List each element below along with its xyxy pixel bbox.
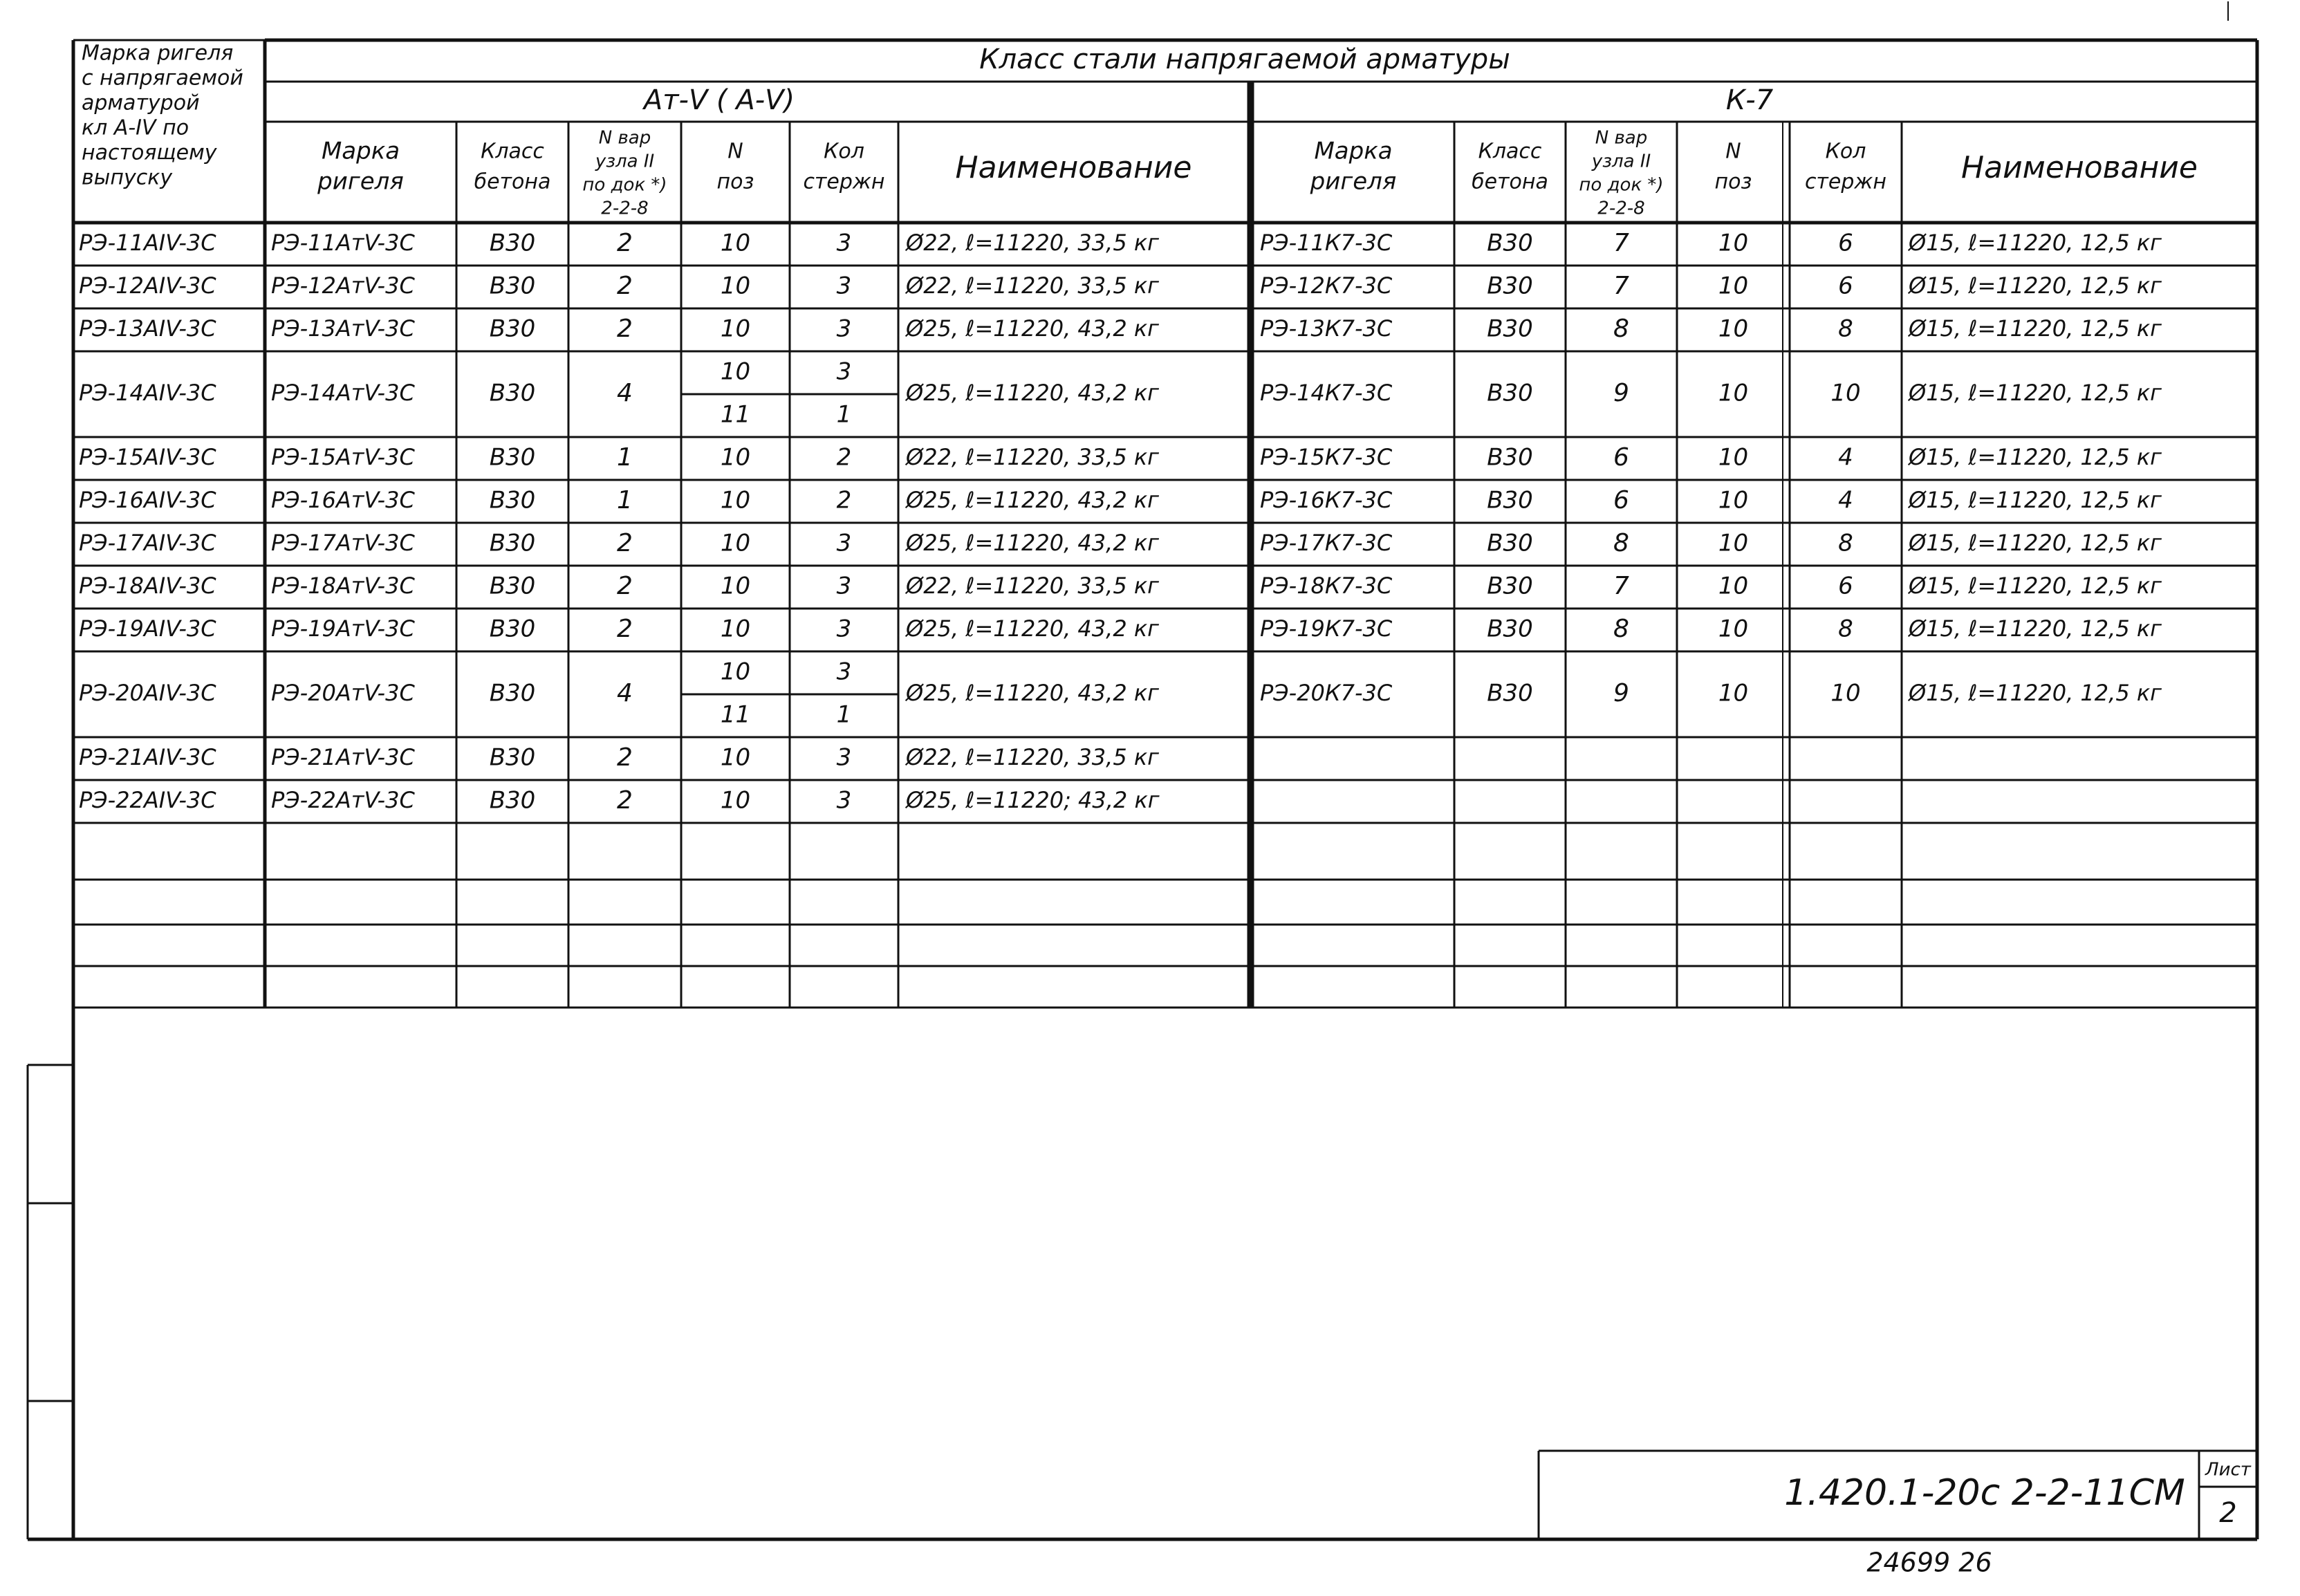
row-right-qty: 6	[1838, 229, 1853, 257]
sub_left-header-var: 2-2-8	[601, 198, 649, 219]
row-left-mark: РЭ-17АтV-3С	[271, 530, 415, 556]
row-left-concrete: В30	[489, 315, 536, 343]
row-left-name: Ø25, ℓ=11220; 43,2 кг	[906, 787, 1160, 813]
row-left-qty: 3	[836, 786, 852, 815]
row-right-var: 8	[1613, 315, 1629, 343]
row-right-qty: 6	[1838, 272, 1853, 300]
row-left-name: Ø22, ℓ=11220, 33,5 кг	[906, 230, 1159, 256]
row-left-pos: 10	[720, 615, 751, 643]
row-left-name: Ø25, ℓ=11220, 43,2 кг	[906, 315, 1159, 342]
row-left-concrete: В30	[489, 572, 536, 600]
row-left-name: Ø22, ℓ=11220, 33,5 кг	[906, 444, 1159, 470]
header-col0-line: с напрягаемой	[82, 66, 243, 91]
row-right-mark: РЭ-12К7-3С	[1260, 272, 1393, 299]
row-left-pos: 10	[720, 443, 751, 472]
row-left-var: 2	[617, 743, 633, 772]
row-left-concrete: В30	[489, 272, 536, 300]
row-right-name: Ø15, ℓ=11220, 12,5 кг	[1909, 272, 2162, 299]
row-right-mark: РЭ-20К7-3С	[1260, 680, 1393, 706]
sub_left-header-concrete: бетона	[474, 169, 551, 194]
sub_right-header-qty: стержн	[1804, 169, 1887, 194]
row-left-qty: 3	[836, 658, 852, 686]
row-left-qty: 2	[836, 443, 852, 472]
row-right-qty: 4	[1838, 443, 1853, 472]
row-col0: РЭ-21АIV-3С	[79, 744, 216, 770]
row-left-name: Ø25, ℓ=11220, 43,2 кг	[906, 530, 1159, 556]
row-left-qty: 3	[836, 572, 852, 600]
row-left-mark: РЭ-21АтV-3С	[271, 744, 415, 770]
row-right-mark: РЭ-14К7-3С	[1260, 380, 1393, 406]
row-right-var: 9	[1613, 679, 1629, 707]
row-left-name: Ø25, ℓ=11220, 43,2 кг	[906, 615, 1159, 642]
row-right-name: Ø15, ℓ=11220, 12,5 кг	[1909, 444, 2162, 470]
title-sheet-number: 2	[2219, 1497, 2237, 1529]
row-right-var: 8	[1613, 529, 1629, 557]
row-right-name: Ø15, ℓ=11220, 12,5 кг	[1909, 573, 2162, 599]
row-right-pos: 10	[1718, 272, 1749, 300]
header-col0-line: кл А-IV по	[82, 115, 189, 140]
row-col0: РЭ-11АIV-3С	[79, 230, 216, 256]
row-right-pos: 10	[1718, 529, 1749, 557]
row-left-pos: 10	[720, 272, 751, 300]
row-left-pos: 10	[720, 572, 751, 600]
row-right-mark: РЭ-11К7-3С	[1260, 230, 1393, 256]
row-right-pos: 10	[1718, 315, 1749, 343]
header-col0-line: арматурой	[82, 91, 200, 115]
row-right-name: Ø15, ℓ=11220, 12,5 кг	[1909, 680, 2162, 706]
row-right-mark: РЭ-16К7-3С	[1260, 487, 1393, 513]
row-right-qty: 8	[1838, 529, 1853, 557]
row-left-name: Ø22, ℓ=11220, 33,5 кг	[906, 744, 1159, 770]
row-left-var: 4	[617, 379, 633, 407]
row-right-qty: 6	[1838, 572, 1853, 600]
row-left-qty: 3	[836, 272, 852, 300]
row-left-qty: 3	[836, 315, 852, 343]
row-left-var: 2	[617, 272, 633, 300]
row-col0: РЭ-20АIV-3С	[79, 680, 216, 706]
row-left-var: 4	[617, 679, 633, 707]
row-left-pos: 10	[720, 529, 751, 557]
row-left-var: 2	[617, 786, 633, 815]
sub_left-header-concrete: Класс	[481, 139, 544, 164]
sub_left-header-var: узла II	[595, 151, 655, 172]
row-left-pos: 10	[720, 786, 751, 815]
header-group-right: К-7	[1725, 84, 1774, 116]
row-right-mark: РЭ-19К7-3С	[1260, 615, 1393, 642]
sub_left-header-pos: поз	[716, 169, 754, 194]
header-steel-class: Класс стали напрягаемой арматуры	[979, 44, 1510, 75]
row-left-name: Ø25, ℓ=11220, 43,2 кг	[906, 680, 1159, 706]
row-right-mark: РЭ-17К7-3С	[1260, 530, 1393, 556]
row-left-concrete: В30	[489, 743, 536, 772]
title-doc-code: 1.420.1-20с 2-2-11СМ	[1784, 1472, 2185, 1514]
sub_left-header-qty: Кол	[824, 139, 864, 164]
sub_right-header-var: по док *)	[1579, 174, 1664, 196]
row-right-qty: 10	[1830, 679, 1861, 707]
row-right-name: Ø15, ℓ=11220, 12,5 кг	[1909, 530, 2162, 556]
sub_left-header-pos: N	[727, 139, 743, 164]
row-left-concrete: В30	[489, 379, 536, 407]
row-left-concrete: В30	[489, 529, 536, 557]
row-left-mark: РЭ-18АтV-3С	[271, 573, 415, 599]
row-left-mark: РЭ-13АтV-3С	[271, 315, 415, 342]
stamp-number: 24699 26	[1866, 1547, 1992, 1578]
row-left-concrete: В30	[489, 229, 536, 257]
row-right-name: Ø15, ℓ=11220, 12,5 кг	[1909, 230, 2162, 256]
row-right-pos: 10	[1718, 679, 1749, 707]
row-left-pos: 10	[720, 743, 751, 772]
header-col0-line: Марка ригеля	[82, 41, 234, 66]
row-left-mark: РЭ-19АтV-3С	[271, 615, 415, 642]
row-right-concrete: В30	[1487, 229, 1533, 257]
row-col0: РЭ-18АIV-3С	[79, 573, 216, 599]
row-left-mark: РЭ-22АтV-3С	[271, 787, 415, 813]
row-left-pos: 11	[720, 700, 751, 729]
row-left-qty: 3	[836, 358, 852, 386]
row-left-mark: РЭ-11АтV-3С	[271, 230, 415, 256]
row-right-qty: 8	[1838, 315, 1853, 343]
row-left-var: 2	[617, 315, 633, 343]
row-left-qty: 3	[836, 229, 852, 257]
row-left-concrete: В30	[489, 443, 536, 472]
sub_left-header-var: N вар	[598, 127, 651, 149]
row-right-concrete: В30	[1487, 486, 1533, 514]
row-left-mark: РЭ-16АтV-3С	[271, 487, 415, 513]
row-left-var: 2	[617, 572, 633, 600]
row-left-name: Ø22, ℓ=11220, 33,5 кг	[906, 573, 1159, 599]
row-right-var: 6	[1613, 443, 1629, 472]
sub_right-header-pos: поз	[1714, 169, 1752, 194]
row-right-var: 7	[1613, 572, 1629, 600]
row-col0: РЭ-14АIV-3С	[79, 380, 216, 406]
row-left-qty: 2	[836, 486, 852, 514]
sub_left-header-qty: стержн	[803, 169, 885, 194]
row-right-pos: 10	[1718, 229, 1749, 257]
row-left-var: 1	[617, 443, 633, 472]
row-left-pos: 10	[720, 486, 751, 514]
row-left-qty: 3	[836, 615, 852, 643]
row-left-mark: РЭ-20АтV-3С	[271, 680, 415, 706]
row-left-mark: РЭ-14АтV-3С	[271, 380, 415, 406]
row-right-mark: РЭ-15К7-3С	[1260, 444, 1393, 470]
row-left-var: 2	[617, 529, 633, 557]
row-left-mark: РЭ-12АтV-3С	[271, 272, 415, 299]
row-left-concrete: В30	[489, 679, 536, 707]
row-col0: РЭ-19АIV-3С	[79, 615, 216, 642]
row-right-pos: 10	[1718, 379, 1749, 407]
sub_right-header-pos: N	[1725, 139, 1741, 164]
row-col0: РЭ-16АIV-3С	[79, 487, 216, 513]
row-left-pos: 10	[720, 358, 751, 386]
row-right-name: Ø15, ℓ=11220, 12,5 кг	[1909, 487, 2162, 513]
row-right-name: Ø15, ℓ=11220, 12,5 кг	[1909, 380, 2162, 406]
row-right-name: Ø15, ℓ=11220, 12,5 кг	[1909, 615, 2162, 642]
row-left-pos: 10	[720, 658, 751, 686]
row-left-pos: 10	[720, 315, 751, 343]
sub_right-header-var: N вар	[1595, 127, 1648, 149]
row-left-name: Ø25, ℓ=11220, 43,2 кг	[906, 380, 1159, 406]
row-right-concrete: В30	[1487, 529, 1533, 557]
row-left-qty: 3	[836, 529, 852, 557]
row-right-concrete: В30	[1487, 315, 1533, 343]
row-right-pos: 10	[1718, 572, 1749, 600]
row-right-concrete: В30	[1487, 379, 1533, 407]
row-right-concrete: В30	[1487, 572, 1533, 600]
row-right-name: Ø15, ℓ=11220, 12,5 кг	[1909, 315, 2162, 342]
header-col0-line: настоящему	[82, 140, 217, 165]
row-right-mark: РЭ-13К7-3С	[1260, 315, 1393, 342]
row-left-name: Ø22, ℓ=11220, 33,5 кг	[906, 272, 1159, 299]
row-col0: РЭ-12АIV-3С	[79, 272, 216, 299]
row-left-concrete: В30	[489, 486, 536, 514]
row-left-var: 2	[617, 615, 633, 643]
row-right-concrete: В30	[1487, 615, 1533, 643]
header-group-left: Ат-V ( А-V)	[643, 84, 795, 116]
row-right-qty: 10	[1830, 379, 1861, 407]
header-col0-line: выпуску	[82, 165, 173, 190]
sub_left-header-mark: ригеля	[317, 167, 404, 196]
row-left-name: Ø25, ℓ=11220, 43,2 кг	[906, 487, 1159, 513]
title-sheet-label: Лист	[2205, 1459, 2251, 1481]
row-right-pos: 10	[1718, 615, 1749, 643]
row-right-qty: 4	[1838, 486, 1853, 514]
row-left-concrete: В30	[489, 786, 536, 815]
row-left-pos: 10	[720, 229, 751, 257]
row-left-pos: 11	[720, 400, 751, 429]
row-left-concrete: В30	[489, 615, 536, 643]
row-right-var: 7	[1613, 229, 1629, 257]
row-col0: РЭ-22АIV-3С	[79, 787, 216, 813]
sub_right-header-mark: ригеля	[1310, 167, 1397, 196]
sub_left-header-mark: Марка	[321, 137, 400, 165]
sub_right-header-concrete: Класс	[1478, 139, 1542, 164]
row-right-var: 9	[1613, 379, 1629, 407]
row-left-qty: 3	[836, 743, 852, 772]
row-left-var: 1	[617, 486, 633, 514]
row-right-concrete: В30	[1487, 679, 1533, 707]
table-text	[79, 41, 2252, 1578]
row-right-qty: 8	[1838, 615, 1853, 643]
sub_right-header-name: Наименование	[1961, 150, 2198, 185]
row-left-qty: 1	[836, 400, 852, 429]
sub_right-header-var: 2-2-8	[1597, 198, 1645, 219]
row-right-pos: 10	[1718, 443, 1749, 472]
sub_left-header-var: по док *)	[582, 174, 667, 196]
row-right-concrete: В30	[1487, 272, 1533, 300]
row-left-qty: 1	[836, 700, 852, 729]
row-right-var: 7	[1613, 272, 1629, 300]
sub_right-header-mark: Марка	[1314, 137, 1393, 165]
row-right-concrete: В30	[1487, 443, 1533, 472]
sub_right-header-var: узла II	[1591, 151, 1651, 172]
row-right-var: 6	[1613, 486, 1629, 514]
row-right-var: 8	[1613, 615, 1629, 643]
row-right-mark: РЭ-18К7-3С	[1260, 573, 1393, 599]
sub_right-header-concrete: бетона	[1472, 169, 1548, 194]
row-col0: РЭ-13АIV-3С	[79, 315, 216, 342]
sub_right-header-qty: Кол	[1825, 139, 1866, 164]
row-col0: РЭ-15АIV-3С	[79, 444, 216, 470]
sub_left-header-name: Наименование	[955, 150, 1192, 185]
row-right-pos: 10	[1718, 486, 1749, 514]
row-left-mark: РЭ-15АтV-3С	[271, 444, 415, 470]
row-col0: РЭ-17АIV-3С	[79, 530, 216, 556]
row-left-var: 2	[617, 229, 633, 257]
